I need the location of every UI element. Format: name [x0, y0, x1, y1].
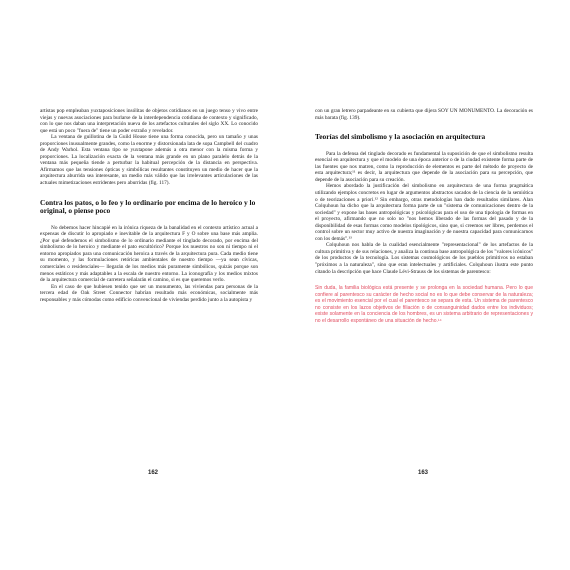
page-number: 162 [148, 470, 159, 476]
body-paragraph: Colquhoun nos habla de la cualidad esencialmente "representacional" de los artefactos de la cultura primitiva y de sus relaciones, y analiza la continua base antropológica de los "valores icónicos" de los productos de la tecnología. Los sistemas cosmológicos de los pueblos primitivos no estaban "próximos a la naturaleza", sino que eran intelectuales y artificiales. Colquhoun ilustra este punto citando la descripción que hace Claude Lévi-Strauss de los sistemas de parentesco: [315, 242, 533, 275]
section-heading: Contra los patos, o lo feo y lo ordinario por encima de lo heroico y lo original, o piense poco [40, 197, 256, 216]
right-page [285, 0, 570, 570]
body-paragraph: Hemos abordado la justificación del simbolismo en arquitectura de una forma pragmática utilizando ejemplos concretos en lugar de argumentos abstractos sacados de la ciencia de la semiótica o de teorizaciones a priori.¹² Sin embargo, otras metodologías han dado resultados similares. Alan Colquhoun ha dicho que la arquitectura forma parte de un "sistema de comunicaciones dentro de la sociedad" y expone las bases antropológicas y psicológicas para el uso de una tipología de formas en el proyecto, afirmando que no solo no "nos hemos liberado de las formas del pasado y de la disponibilidad de esas formas como modelos tipológicos, sino que, si creemos ser libres, perdemos el control sobre un sector muy activo de nuestra imaginación y de nuestra capacidad para comunicarnos con los demás".¹³ [315, 183, 533, 242]
body-paragraph: La ventana de guillotina de la Guild House tiene una forma conocida, pero un tamaño y unas proporciones inusualmente grandes, como la enorme y distorsionada lata de sopa Campbell del cuadro de Andy Warhol. Esta ventana tipo se yuxtapone además a otra menor con la misma forma y proporciones. La localización exacta de la ventana más grande en un plano paralelo detrás de la ventana más pequeña tiende a perturbar la habitual percepción de la distancia en perspectiva. Afirmamos que las tensiones ópticas y simbólicas resultantes constituyen un medio de hacer que la arquitectura aburrida sea interesante, un medio más válido que las irrelevantes articulaciones de las actuales mimetizaciones estridentes pero aburridas (fig. 117). [40, 134, 258, 187]
right-text-column [315, 108, 533, 324]
page-number: 163 [418, 470, 429, 476]
body-paragraph: artistas pop empleaban yuxtaposiciones insólitas de objetos cotidianos en un juego tenso y vivo entre viejas y nuevas asociaciones para burlarse de la interdependencia cotidiana de contexto y significado, con lo que nos daban una interpretación nueva de los artefactos culturales del siglo XX. Lo conocido que está un poco "fuera de" tiene un poder extraño y revelador. [40, 108, 258, 134]
body-paragraph: No debemos hacer hincapié en la irónica riqueza de la banalidad en el contexto artístico actual a expensas de discutir lo apropiado e inevitable de la arquitectura F y O sobre una base más amplia. ¿Por qué defendemos el simbolismo de lo ordinario mediante el tinglado decorado, por encima del simbolismo de lo heroico y mediante el pato escultórico? Porque los nuestros no son ni tiempo ni el entorno apropiados para una comunicación heroica a través de la arquitectura pura. Cada medio tiene su momento, y las formulaciones retóricas ambientales de nuestro tiempo —ya sean cívicas, comerciales o residenciales— llegarán de los medios más puramente simbólicos, quizás porque son menos estáticos y más adaptables a la escala de nuestro entorno. La iconografía y los medios mixtos de la arquitectura comercial de carretera señalarán el camino, si es que queremos verlo. [40, 224, 258, 284]
left-text-column [40, 108, 258, 303]
section-heading: Teorías del simbolismo y la asociación en arquitectura [315, 132, 486, 142]
body-paragraph: Para la defensa del tinglado decorado es fundamental la suposición de que el simbolismo resulta esencial en arquitectura y que el modelo de una época anterior o de la ciudad existente forma parte de las fuentes que nos matren, como la reproducción de elementos es parte del método de proyecto de esta arquitectura;¹¹ es decir, la arquitectura que depende de la asociación para su percepción, que depende de la asociación para su creación. [315, 150, 533, 183]
body-paragraph: En el caso de que hubiesen tenido que ser un monumento, las viviendas para personas de la tercera edad de Oak Street Connector habrían resultado más económicas, socialmente más responsables y más cómodas como edificio convencional de viviendas perdido junto a la autopista y [40, 283, 258, 303]
block-quote: Sin duda, la familia biológica está presente y se prolonga en la sociedad humana. Pero lo que confiere al parentesco su carácter de hecho social no es lo que debe conservar de la naturaleza; es el movimiento esencial por el cual el parentesco se separa de esta. Un sistema de parentesco no consiste en los lazos objetivos de filiación o de consanguinidad dados entre los individuos; existe solamente en la conciencia de los hombres, es un sistema arbitrario de representaciones y no el desarrollo espontáneo de una situación de hecho.¹⁴ [315, 285, 533, 324]
body-paragraph: con un gran letrero parpadeante en su cubierta que dijera SOY UN MONUMENTO. La decoración es más barata (fig. 139). [315, 108, 533, 121]
